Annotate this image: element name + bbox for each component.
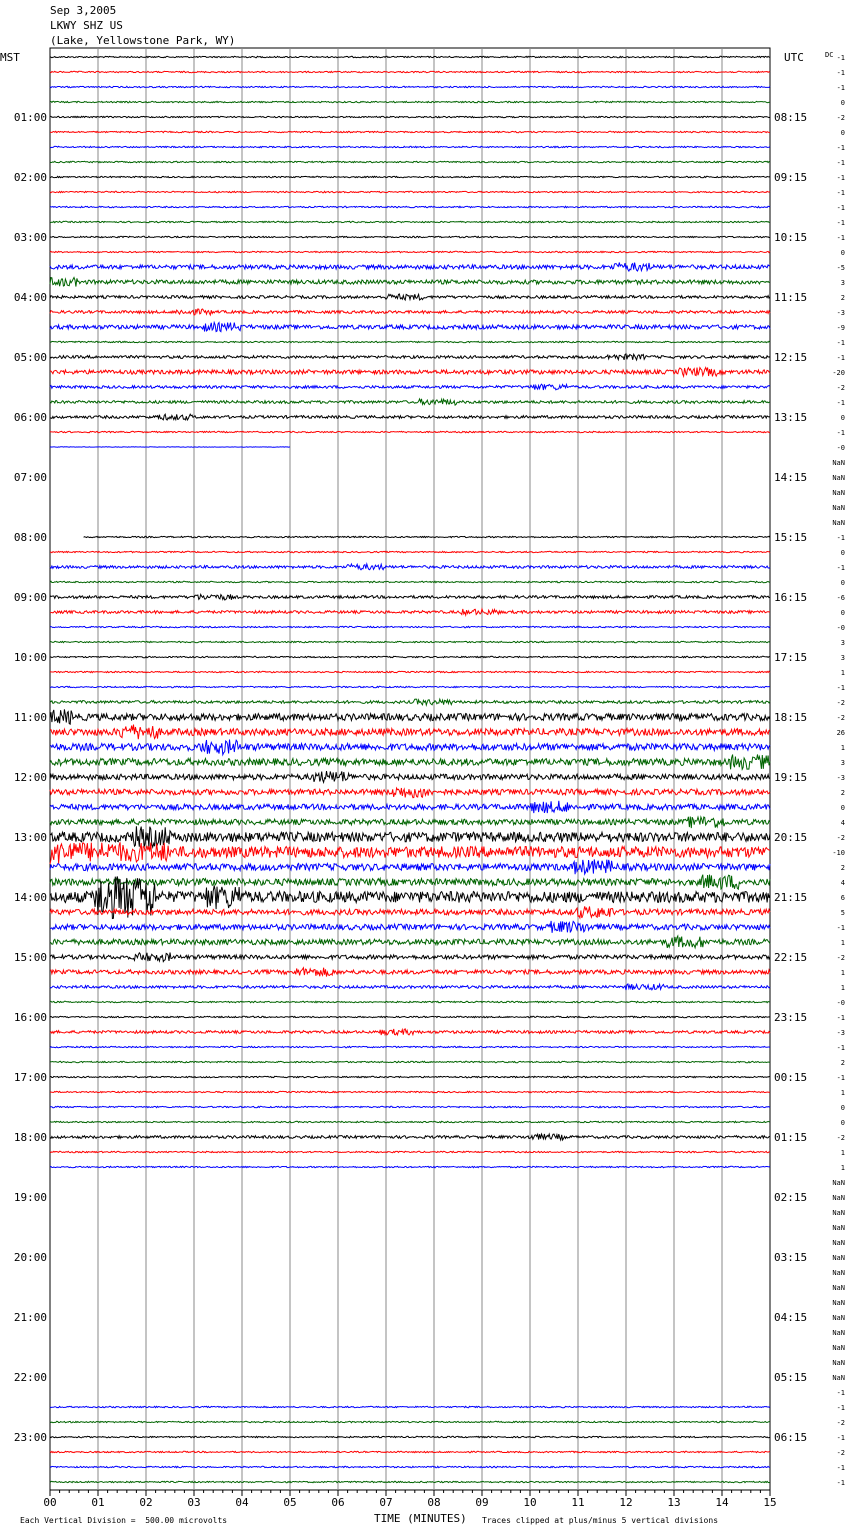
seismic-trace <box>50 1016 770 1017</box>
seismic-trace <box>50 936 770 948</box>
left-axis-title: MST <box>0 51 20 64</box>
dc-offset-label: -3 <box>836 1029 845 1037</box>
x-tick-label: 10 <box>523 1496 537 1509</box>
x-axis-title: TIME (MINUTES) <box>374 1512 467 1525</box>
seismic-trace <box>50 1121 770 1122</box>
dc-offset-label: 2 <box>840 1059 845 1067</box>
seismic-trace <box>50 1134 770 1140</box>
seismic-trace <box>50 564 770 570</box>
hour-label-right: 17:15 <box>774 651 808 664</box>
seismic-trace <box>50 1001 770 1002</box>
x-tick-label: 00 <box>43 1496 57 1509</box>
hour-label-left: 05:00 <box>13 351 47 364</box>
seismic-trace <box>50 755 770 770</box>
hour-label-right: 18:15 <box>774 711 808 724</box>
dc-offset-label: -1 <box>836 1434 845 1442</box>
seismic-trace <box>50 1076 770 1077</box>
header-location: (Lake, Yellowstone Park, WY) <box>50 34 236 47</box>
hour-label-right: 14:15 <box>774 471 808 484</box>
dc-offset-label: NaN <box>832 504 845 512</box>
seismic-trace <box>50 251 770 252</box>
dc-offset-label: -1 <box>836 1464 845 1472</box>
seismic-trace <box>50 384 770 390</box>
dc-offset-label: -1 <box>836 234 845 242</box>
x-tick-label: 14 <box>715 1496 729 1509</box>
hour-label-right: 05:15 <box>774 1371 808 1384</box>
hour-label-left: 23:00 <box>13 1431 47 1444</box>
hour-label-right: 04:15 <box>774 1311 808 1324</box>
seismic-trace <box>50 1061 770 1062</box>
dc-offset-label: NaN <box>832 474 845 482</box>
dc-offset-label: 6 <box>840 894 845 902</box>
dc-offset-label: -1 <box>836 534 845 542</box>
dc-offset-label: 3 <box>840 639 845 647</box>
seismic-trace <box>50 71 770 72</box>
seismic-trace <box>50 341 770 342</box>
dc-offset-label: NaN <box>832 1239 845 1247</box>
x-tick-label: 04 <box>235 1496 249 1509</box>
x-tick-label: 06 <box>331 1496 345 1509</box>
hour-label-right: 19:15 <box>774 771 808 784</box>
plot-frame <box>50 48 770 1490</box>
dc-offset-label: -1 <box>836 84 845 92</box>
dc-offset-label: -2 <box>836 954 845 962</box>
dc-offset-label: -0 <box>836 444 845 452</box>
dc-offset-label: NaN <box>832 489 845 497</box>
seismic-trace <box>50 641 770 642</box>
x-tick-label: 01 <box>91 1496 105 1509</box>
seismic-trace <box>50 354 770 360</box>
x-tick-label: 13 <box>667 1496 681 1509</box>
dc-offset-label: -0 <box>836 999 845 1007</box>
dc-offset-label: 1 <box>840 969 845 977</box>
dc-offset-label: 0 <box>840 804 845 812</box>
dc-offset-label: 3 <box>840 759 845 767</box>
seismic-trace <box>50 56 770 57</box>
hour-label-left: 15:00 <box>13 951 47 964</box>
dc-offset-label: -1 <box>836 1014 845 1022</box>
seismic-trace <box>50 725 770 740</box>
dc-offset-label: -1 <box>836 144 845 152</box>
dc-offset-label: NaN <box>832 1314 845 1322</box>
dc-offset-label: 3 <box>840 654 845 662</box>
seismic-trace <box>50 859 770 874</box>
seismic-trace <box>50 594 770 600</box>
dc-offset-label: -1 <box>836 1404 845 1412</box>
seismic-trace <box>50 263 770 272</box>
dc-offset-label: -2 <box>836 1134 845 1142</box>
dc-offset-label: 0 <box>840 129 845 137</box>
dc-offset-label: -1 <box>836 1044 845 1052</box>
dc-offset-label: -2 <box>836 1449 845 1457</box>
seismic-trace <box>50 984 770 990</box>
x-tick-label: 09 <box>475 1496 489 1509</box>
seismic-trace <box>50 323 770 332</box>
hour-label-right: 11:15 <box>774 291 808 304</box>
hour-label-left: 17:00 <box>13 1071 47 1084</box>
dc-offset-label: -6 <box>836 594 845 602</box>
dc-offset-label: 1 <box>840 1164 845 1172</box>
seismic-trace <box>50 146 770 147</box>
seismic-trace <box>50 1151 770 1152</box>
dc-offset-label: -0 <box>836 624 845 632</box>
dc-offset-label: NaN <box>832 1284 845 1292</box>
dc-offset-label: 4 <box>840 879 845 887</box>
dc-offset-label: NaN <box>832 1269 845 1277</box>
dc-offset-label: -2 <box>836 834 845 842</box>
seismic-trace <box>50 431 770 432</box>
hour-label-right: 12:15 <box>774 351 808 364</box>
seismic-trace <box>50 1466 770 1467</box>
hour-label-right: 16:15 <box>774 591 808 604</box>
dc-offset-label: NaN <box>832 1179 845 1187</box>
seismic-trace <box>50 101 770 102</box>
seismic-trace <box>50 801 770 813</box>
x-tick-label: 02 <box>139 1496 153 1509</box>
hour-label-right: 15:15 <box>774 531 808 544</box>
dc-offset-label: -20 <box>832 369 845 377</box>
hour-label-left: 22:00 <box>13 1371 47 1384</box>
dc-offset-label: -5 <box>836 264 845 272</box>
seismic-trace <box>50 86 770 87</box>
dc-offset-label: -1 <box>836 54 845 62</box>
dc-offset-label: -1 <box>836 399 845 407</box>
hour-label-right: 01:15 <box>774 1131 808 1144</box>
seismic-trace <box>50 221 770 222</box>
x-tick-label: 05 <box>283 1496 297 1509</box>
dc-offset-label: 1 <box>840 939 845 947</box>
dc-offset-label: NaN <box>832 1344 845 1352</box>
dc-offset-label: 1 <box>840 744 845 752</box>
seismic-trace <box>50 236 770 237</box>
dc-offset-label: 2 <box>840 864 845 872</box>
hour-label-left: 10:00 <box>13 651 47 664</box>
dc-offset-label: -1 <box>836 189 845 197</box>
seismic-trace <box>50 309 770 315</box>
hour-label-right: 20:15 <box>774 831 808 844</box>
hour-label-right: 08:15 <box>774 111 808 124</box>
seismic-trace <box>50 1106 770 1107</box>
seismic-trace <box>50 609 770 615</box>
hour-label-right: 23:15 <box>774 1011 808 1024</box>
seismic-trace <box>50 686 770 687</box>
header-date: Sep 3,2005 <box>50 4 117 17</box>
seismic-trace <box>50 1451 770 1452</box>
seismic-trace <box>50 278 770 287</box>
dc-offset-label: NaN <box>832 1359 845 1367</box>
right-axis-title: UTC <box>784 51 804 64</box>
seismic-trace <box>50 699 770 705</box>
dc-offset-label: 0 <box>840 609 845 617</box>
dc-offset-label: -1 <box>836 429 845 437</box>
seismic-trace <box>50 656 770 657</box>
dc-offset-label: -1 <box>836 204 845 212</box>
seismic-trace <box>50 551 770 552</box>
seismic-trace <box>50 1481 770 1482</box>
dc-offset-label: -3 <box>836 774 845 782</box>
seismic-trace <box>50 116 770 117</box>
dc-offset-label: 0 <box>840 414 845 422</box>
dc-offset-label: NaN <box>832 1209 845 1217</box>
dc-offset-label: 26 <box>836 729 845 737</box>
dc-offset-label: NaN <box>832 1254 845 1262</box>
dc-offset-label: -1 <box>836 684 845 692</box>
hour-label-right: 09:15 <box>774 171 808 184</box>
seismic-trace <box>50 399 770 405</box>
dc-offset-label: 0 <box>840 1119 845 1127</box>
seismic-trace <box>50 953 770 962</box>
dc-offset-label: 0 <box>840 549 845 557</box>
hour-label-right: 02:15 <box>774 1191 808 1204</box>
dc-offset-label: -1 <box>836 924 845 932</box>
dc-offset-label: -1 <box>836 1074 845 1082</box>
seismic-trace <box>50 294 770 300</box>
dc-offset-label: NaN <box>832 1224 845 1232</box>
seismic-trace <box>50 414 770 420</box>
dc-offset-label: -2 <box>836 384 845 392</box>
x-tick-label: 08 <box>427 1496 441 1509</box>
hour-label-right: 06:15 <box>774 1431 808 1444</box>
seismic-trace <box>50 131 770 132</box>
seismic-trace <box>50 817 770 829</box>
dc-offset-label: NaN <box>832 519 845 527</box>
dc-offset-label: 0 <box>840 579 845 587</box>
x-tick-label: 03 <box>187 1496 201 1509</box>
dc-offset-label: -1 <box>836 159 845 167</box>
header-station: LKWY SHZ US <box>50 19 123 32</box>
x-tick-label: 12 <box>619 1496 633 1509</box>
dc-offset-label: -2 <box>836 1419 845 1427</box>
dc-offset-label: -2 <box>836 114 845 122</box>
hour-label-left: 08:00 <box>13 531 47 544</box>
hour-label-left: 03:00 <box>13 231 47 244</box>
x-tick-label: 11 <box>571 1496 585 1509</box>
seismic-trace <box>50 581 770 582</box>
hour-label-right: 03:15 <box>774 1251 808 1264</box>
dc-offset-label: 0 <box>840 249 845 257</box>
hour-label-left: 01:00 <box>13 111 47 124</box>
dc-offset-label: -1 <box>836 174 845 182</box>
dc-offset-label: -2 <box>836 699 845 707</box>
seismic-trace <box>50 626 770 627</box>
dc-offset-label: -1 <box>836 219 845 227</box>
hour-label-left: 12:00 <box>13 771 47 784</box>
seismic-trace <box>50 740 770 755</box>
seismic-trace <box>84 536 770 537</box>
dc-offset-label: 0 <box>840 1104 845 1112</box>
seismic-trace <box>50 921 770 933</box>
dc-offset-label: -10 <box>832 849 845 857</box>
dc-offset-label: 1 <box>840 669 845 677</box>
hour-label-left: 04:00 <box>13 291 47 304</box>
hour-label-left: 13:00 <box>13 831 47 844</box>
hour-label-left: 06:00 <box>13 411 47 424</box>
seismic-trace <box>50 771 770 782</box>
hour-label-left: 16:00 <box>13 1011 47 1024</box>
dc-offset-label: NaN <box>832 1194 845 1202</box>
x-tick-label: 07 <box>379 1496 393 1509</box>
hour-label-right: 22:15 <box>774 951 808 964</box>
footer-scale-note: Each Vertical Division = 500.00 microvolts <box>20 1516 228 1525</box>
hour-label-left: 14:00 <box>13 891 47 904</box>
seismic-trace <box>50 1046 770 1047</box>
dc-offset-label: 0 <box>840 99 845 107</box>
seismic-trace <box>50 176 770 177</box>
hour-label-left: 07:00 <box>13 471 47 484</box>
hour-label-right: 10:15 <box>774 231 808 244</box>
dc-offset-label: -1 <box>836 354 845 362</box>
dc-offset-label: -9 <box>836 324 845 332</box>
hour-label-right: 21:15 <box>774 891 808 904</box>
dc-offset-label: NaN <box>832 1329 845 1337</box>
dc-offset-label: 1 <box>840 1149 845 1157</box>
hour-label-left: 18:00 <box>13 1131 47 1144</box>
dc-offset-label: -3 <box>836 309 845 317</box>
seismic-trace <box>50 875 770 890</box>
dc-offset-label: -1 <box>836 1389 845 1397</box>
hour-label-left: 21:00 <box>13 1311 47 1324</box>
dc-offset-label: 4 <box>840 819 845 827</box>
seismic-trace <box>50 161 770 162</box>
x-tick-label: 15 <box>763 1496 777 1509</box>
dc-offset-label: -1 <box>836 69 845 77</box>
seismic-trace <box>50 206 770 207</box>
seismic-trace <box>50 826 770 848</box>
dc-offset-label: 1 <box>840 984 845 992</box>
hour-label-left: 11:00 <box>13 711 47 724</box>
dc-offset-label: -1 <box>836 1479 845 1487</box>
seismic-trace <box>50 1166 770 1167</box>
footer-clip-note: Traces clipped at plus/minus 5 vertical divisions <box>482 1516 719 1525</box>
hour-label-left: 19:00 <box>13 1191 47 1204</box>
seismic-trace <box>50 368 770 377</box>
seismic-trace <box>50 788 770 798</box>
dc-offset-label: NaN <box>832 459 845 467</box>
seismic-trace <box>50 1436 770 1437</box>
dc-offset-label: 2 <box>840 294 845 302</box>
hour-label-left: 02:00 <box>13 171 47 184</box>
dc-offset-label: 3 <box>840 279 845 287</box>
dc-offset-label: NaN <box>832 1299 845 1307</box>
seismic-trace <box>50 671 770 672</box>
seismic-trace <box>50 1406 770 1407</box>
dc-offset-label: -2 <box>836 714 845 722</box>
dc-offset-label: 5 <box>840 909 845 917</box>
dc-offset-label: 1 <box>840 1089 845 1097</box>
seismic-trace <box>50 1029 770 1035</box>
dc-offset-label: NaN <box>832 1374 845 1382</box>
dc-offset-label: 2 <box>840 789 845 797</box>
hour-label-right: 13:15 <box>774 411 808 424</box>
hour-label-left: 20:00 <box>13 1251 47 1264</box>
hour-label-left: 09:00 <box>13 591 47 604</box>
seismic-trace <box>50 709 770 724</box>
seismic-trace <box>50 842 770 864</box>
dc-offset-label: -1 <box>836 339 845 347</box>
seismic-trace <box>50 968 770 977</box>
seismic-trace <box>50 1421 770 1422</box>
seismic-trace <box>50 1091 770 1092</box>
dc-offset-label: -1 <box>836 564 845 572</box>
seismic-trace <box>50 906 770 918</box>
dc-column-title: DC <box>825 51 834 59</box>
hour-label-right: 00:15 <box>774 1071 808 1084</box>
seismic-trace <box>50 191 770 192</box>
